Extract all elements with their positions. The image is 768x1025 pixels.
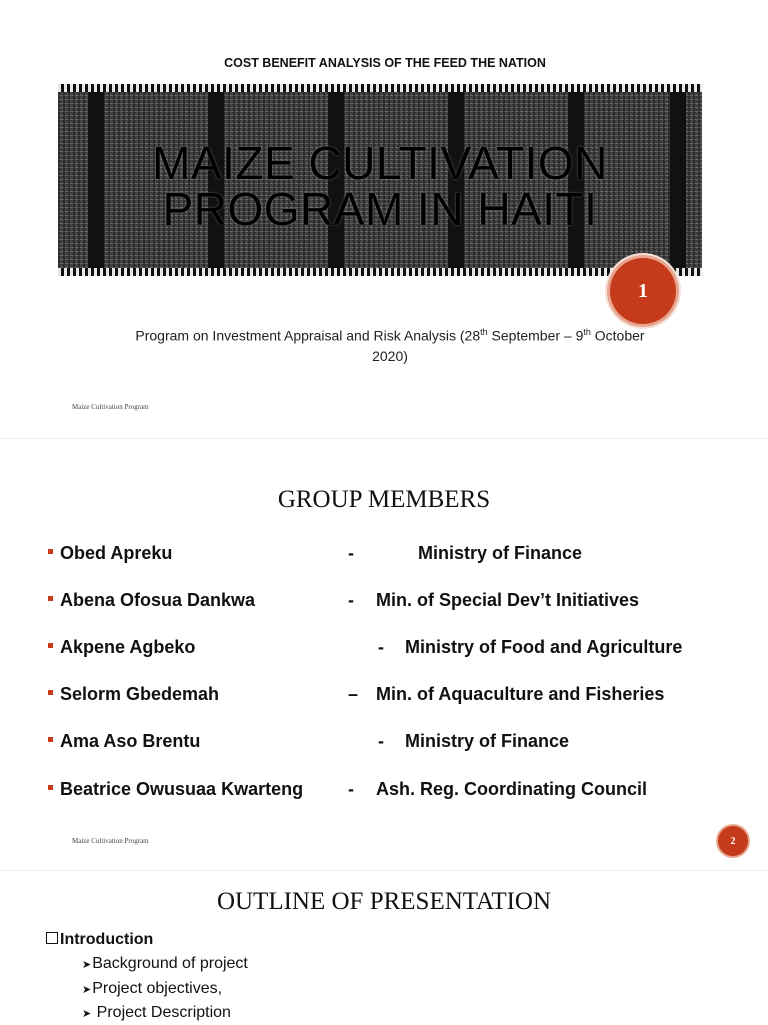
member-org: Ash. Reg. Coordinating Council — [376, 779, 647, 799]
arrow-bullet-icon: ➤ — [82, 1008, 92, 1020]
bullet-icon — [48, 549, 53, 554]
outline-subitem — [82, 980, 222, 998]
member-dash: - — [348, 543, 354, 563]
banner-title-line2: PROGRAM IN HAITI — [162, 183, 598, 235]
title-banner — [58, 84, 702, 276]
member-name: Akpene Agbeko — [60, 637, 196, 657]
page-number-badge: 2 — [718, 826, 748, 856]
program-sup-2: th — [583, 327, 591, 337]
bullet-icon — [48, 690, 53, 695]
bullet-icon — [48, 596, 53, 601]
outline-subitem-label: Background of project — [92, 955, 248, 972]
member-dash: - — [348, 779, 354, 799]
bullet-icon — [48, 785, 53, 790]
member-dash: – — [348, 684, 359, 704]
banner-stripe-bottom — [58, 268, 702, 276]
program-sup-1: th — [480, 327, 488, 337]
member-name: Obed Apreku — [60, 543, 173, 563]
member-org: Min. of Special Dev’t Initiatives — [376, 590, 640, 610]
outline-item — [46, 931, 153, 949]
member-name: Beatrice Owusuaa Kwarteng — [60, 779, 304, 799]
program-subtitle — [130, 322, 650, 366]
slide-1 — [0, 0, 768, 425]
group-members-title: GROUP MEMBERS — [277, 486, 491, 513]
member-dash: - — [378, 731, 384, 751]
bullet-icon — [48, 737, 53, 742]
member-org: Min. of Aquaculture and Fisheries — [376, 684, 665, 704]
bullet-icon — [48, 643, 53, 648]
banner-stripe-top — [58, 84, 702, 92]
outline-subitem-label: Project Description — [92, 1004, 231, 1021]
slide2-footer: Maize Cultivation Program — [72, 837, 149, 845]
slide1-heading: COST BENEFIT ANALYSIS OF THE FEED THE NATION — [224, 56, 546, 70]
slide1-footer: Maize Cultivation Program — [72, 403, 149, 411]
checkbox-square-icon — [46, 932, 58, 944]
member-name: Abena Ofosua Dankwa — [60, 590, 256, 610]
member-org: Ministry of Food and Agriculture — [405, 637, 683, 657]
member-name: Selorm Gbedemah — [60, 684, 220, 704]
outline-subitem — [82, 1004, 231, 1022]
member-org: Ministry of Finance — [405, 731, 570, 751]
program-text-1: Program on Investment Appraisal and Risk Analysis (28 — [135, 327, 481, 344]
arrow-bullet-icon: ➤ — [82, 959, 92, 971]
outline-title: OUTLINE OF PRESENTATION — [216, 888, 552, 915]
outline-item-label: Introduction — [60, 931, 154, 948]
member-dash: - — [348, 590, 354, 610]
outline-subitem — [82, 955, 248, 973]
member-name: Ama Aso Brentu — [60, 731, 201, 751]
page-number-badge: 1 — [610, 258, 676, 324]
banner-title — [58, 137, 702, 235]
program-text-3: October 2020) — [372, 327, 645, 364]
banner-title-line1: MAIZE CULTIVATION — [152, 137, 608, 189]
member-org: Ministry of Finance — [418, 543, 583, 563]
arrow-bullet-icon: ➤ — [82, 984, 92, 996]
member-dash: - — [378, 637, 384, 657]
outline-subitem-label: Project objectives, — [92, 980, 223, 997]
program-text-2: September – 9 — [487, 327, 584, 344]
